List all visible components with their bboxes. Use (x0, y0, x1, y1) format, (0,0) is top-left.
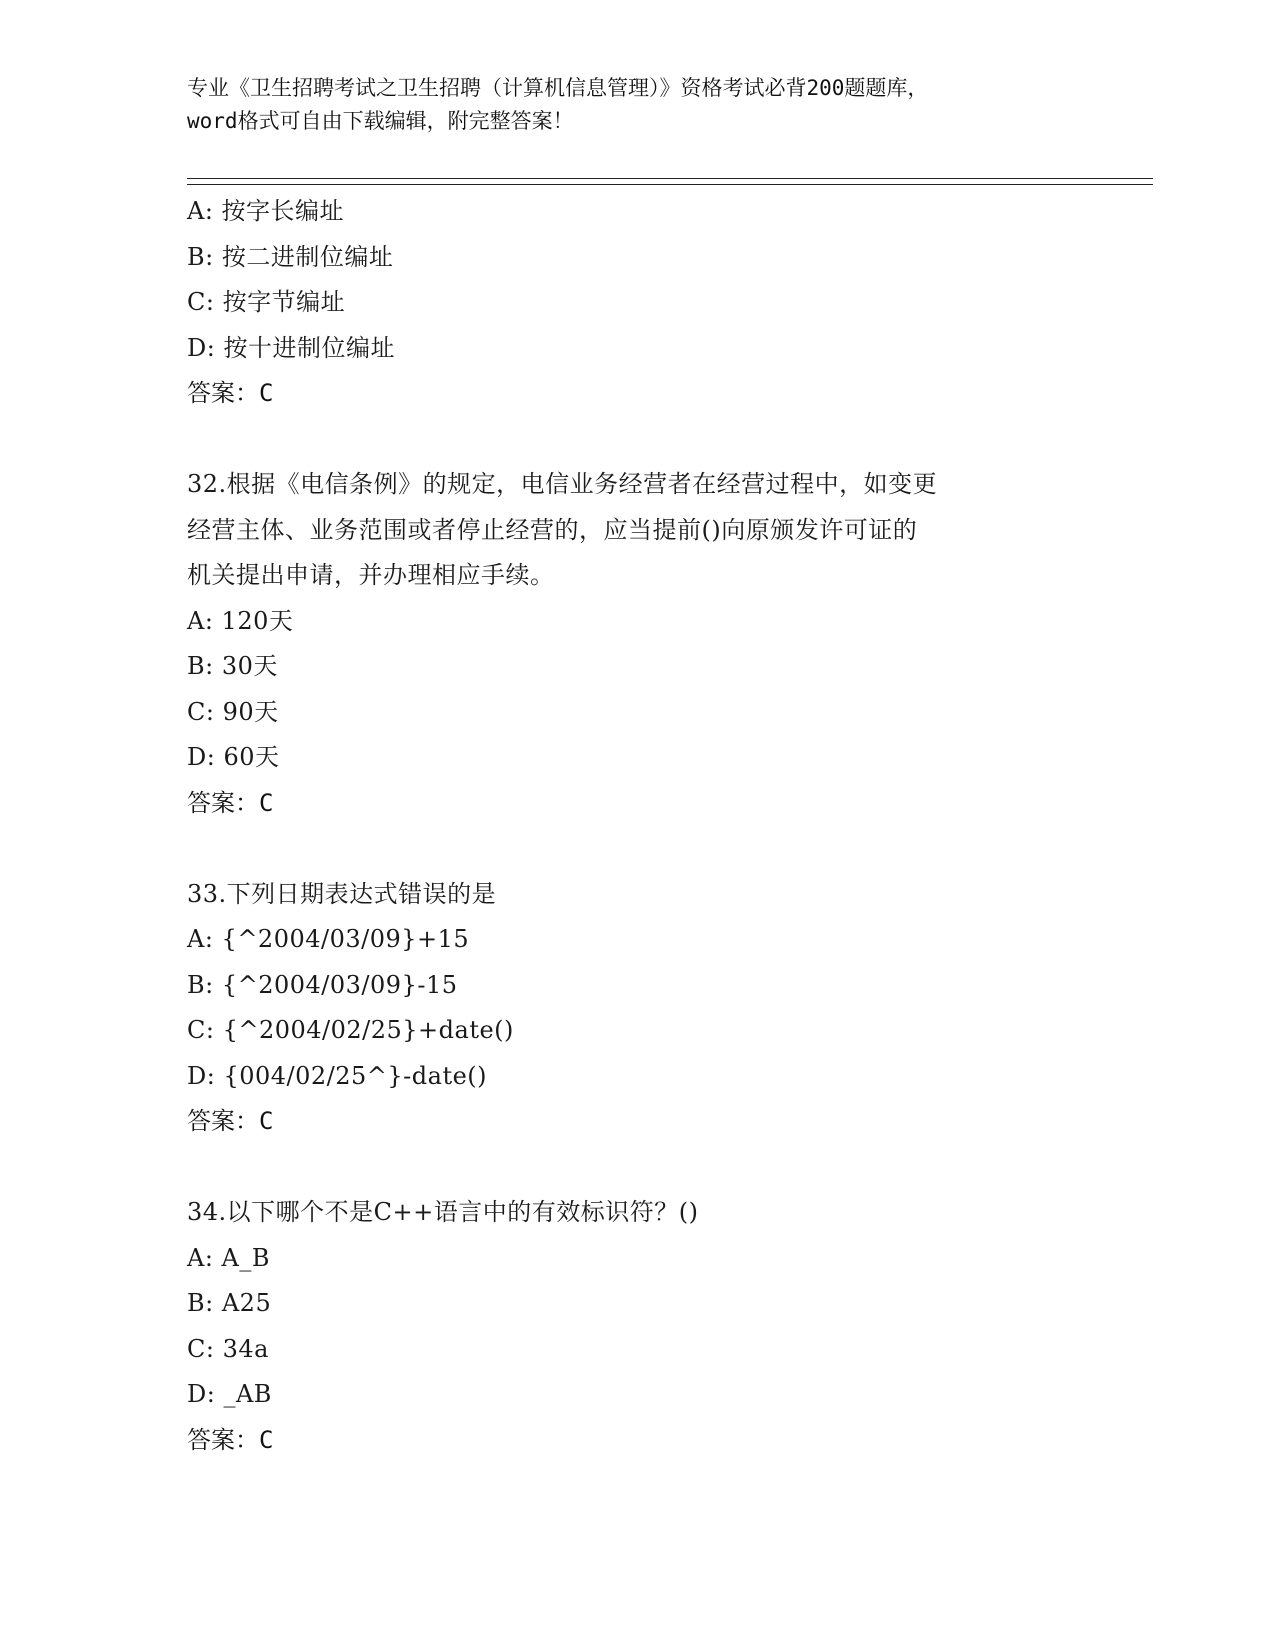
question-34 (187, 1190, 1087, 1463)
answer-line: 答案：C (187, 788, 274, 817)
question-stem-line: 机关提出申请，并办理相应手续。 (187, 561, 555, 589)
question-stem-line: 34.以下哪个不是C++语言中的有效标识符？() (187, 1198, 699, 1226)
spacer (187, 417, 1087, 463)
header-title-line-2: word格式可自由下载编辑，附完整答案！ (187, 109, 574, 133)
header-title-line-1: 专业《卫生招聘考试之卫生招聘（计算机信息管理）》资格考试必背200题题库， (187, 76, 929, 100)
answer-line: 答案：C (187, 1425, 274, 1454)
option-d: D: {004/02/25^}-date() (187, 1061, 488, 1090)
option-d: D: 按十进制位编址 (187, 333, 395, 362)
option-c: C: 按字节编址 (187, 288, 346, 316)
option-d: D: _AB (187, 1380, 272, 1408)
header-divider-top (187, 178, 1153, 179)
option-a: A: 120天 (187, 606, 294, 635)
spacer (187, 1145, 1087, 1191)
option-b: B: A25 (187, 1289, 272, 1317)
spacer (187, 826, 1087, 872)
question-stem-line: 33.下列日期表达式错误的是 (187, 879, 497, 908)
option-b: B: 按二进制位编址 (187, 242, 394, 271)
option-a: A: 按字长编址 (187, 197, 345, 225)
question-stem-line: 32.根据《电信条例》的规定，电信业务经营者在经营过程中，如变更 (187, 470, 938, 498)
option-a: A: {^2004/03/09}+15 (187, 925, 470, 953)
question-stem-line: 经营主体、业务范围或者停止经营的，应当提前()向原颁发许可证的 (187, 515, 918, 544)
document-header (187, 72, 1087, 138)
option-b: B: {^2004/03/09}-15 (187, 970, 458, 999)
option-a: A: A_B (187, 1243, 271, 1272)
option-b: B: 30天 (187, 652, 278, 680)
answer-line: 答案：C (187, 379, 274, 407)
option-d: D: 60天 (187, 743, 280, 771)
question-32 (187, 462, 1087, 826)
question-list (187, 189, 1087, 1463)
option-c: C: 90天 (187, 697, 279, 726)
question-33 (187, 872, 1087, 1145)
question-31-continuation (187, 189, 1087, 417)
answer-line: 答案：C (187, 1107, 274, 1135)
option-c: C: {^2004/02/25}+date() (187, 1016, 514, 1044)
header-divider-bottom (187, 184, 1153, 185)
option-c: C: 34a (187, 1334, 269, 1363)
